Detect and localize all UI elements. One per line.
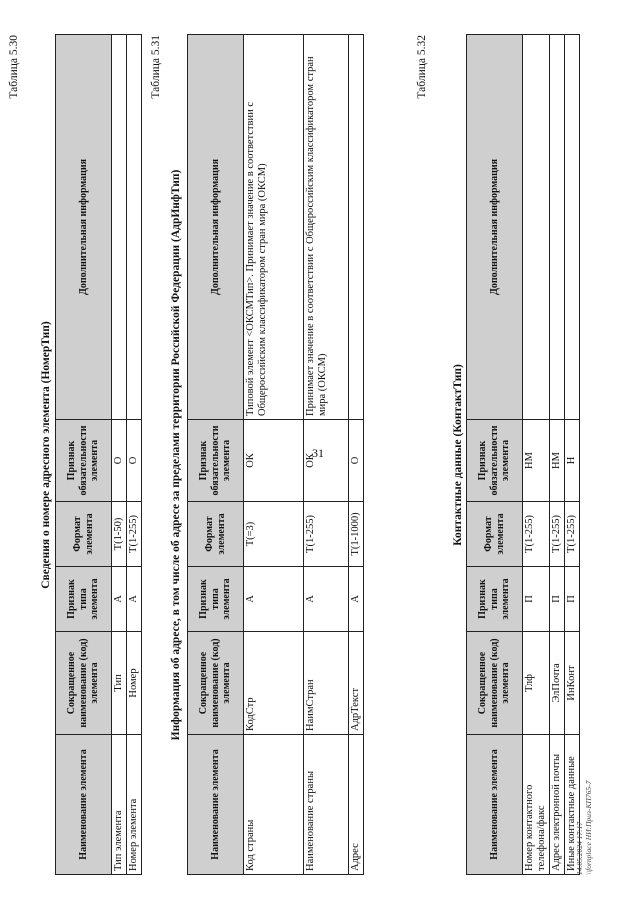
- table-5-30: [55, 34, 142, 875]
- cell-code: Тлф: [523, 632, 550, 735]
- cell-required: О: [112, 420, 127, 502]
- page-number: 31: [312, 446, 324, 460]
- cell-format: T(1-255): [304, 502, 349, 567]
- table-caption-5-30: Таблица 5.30: [8, 35, 20, 99]
- cell-info: Принимает значение в соответствии с Общероссийским классификатором стран мира (ОКСМ): [304, 35, 349, 420]
- table-header-row: [56, 35, 112, 875]
- cell-type: А: [304, 567, 349, 632]
- cell-format: T(1-50): [112, 502, 127, 567]
- cell-required: НМ: [550, 420, 565, 502]
- header-info: Дополнительная информация: [56, 35, 112, 420]
- cell-type: А: [244, 567, 304, 632]
- table-5-32: [466, 34, 580, 875]
- rotated-content: [0, 15, 600, 895]
- cell-code: ЭлПочта: [550, 632, 565, 735]
- cell-code: АдрТекст: [349, 632, 364, 735]
- cell-code: ИнКонт: [565, 632, 580, 735]
- table-row: [304, 35, 349, 875]
- cell-name: Адрес электронной почты: [550, 735, 565, 875]
- table-header-row: [188, 35, 244, 875]
- header-format: Формат элемента: [467, 502, 523, 567]
- cell-info: Типовой элемент <ОКСМТип>. Принимает значение в соответствии с Общероссийским классификатором стран мира (ОКСМ): [244, 35, 304, 420]
- cell-info: [112, 35, 127, 420]
- header-type: Признак типа элемента: [188, 567, 244, 632]
- cell-name: Наименование страны: [304, 735, 349, 875]
- cell-name: Код страны: [244, 735, 304, 875]
- table-row: [127, 35, 142, 875]
- cell-code: Номер: [127, 632, 142, 735]
- cell-type: П: [550, 567, 565, 632]
- cell-type: А: [349, 567, 364, 632]
- header-required: Признак обязательности элемента: [188, 420, 244, 502]
- cell-type: А: [112, 567, 127, 632]
- table-caption-5-31: Таблица 5.31: [150, 35, 162, 99]
- cell-format: T(1-255): [127, 502, 142, 567]
- cell-required: Н: [565, 420, 580, 502]
- cell-name: Тип элемента: [112, 735, 127, 875]
- header-type: Признак типа элемента: [467, 567, 523, 632]
- cell-type: П: [565, 567, 580, 632]
- cell-required: ОК: [304, 420, 349, 502]
- table-5-31: [187, 34, 364, 875]
- header-required: Признак обязательности элемента: [467, 420, 523, 502]
- header-name: Наименование элемента: [188, 735, 244, 875]
- cell-name: Номер контактного телефона/факс: [523, 735, 550, 875]
- print-footer: [575, 781, 593, 875]
- header-name: Наименование элемента: [467, 735, 523, 875]
- cell-format: T(1-255): [523, 502, 550, 567]
- cell-info: [565, 35, 580, 420]
- cell-required: О: [349, 420, 364, 502]
- cell-format: T(=3): [244, 502, 304, 567]
- table-row: [550, 35, 565, 875]
- footer-path: \\fornplace НИ:Приз-КП765-7: [584, 780, 593, 875]
- table-row: [565, 35, 580, 875]
- table-row: [244, 35, 304, 875]
- header-format: Формат элемента: [188, 502, 244, 567]
- cell-required: ОК: [244, 420, 304, 502]
- header-required: Признак обязательности элемента: [56, 420, 112, 502]
- header-format: Формат элемента: [56, 502, 112, 567]
- cell-format: T(1-1000): [349, 502, 364, 567]
- cell-name: Номер элемента: [127, 735, 142, 875]
- table-caption-5-32: Таблица 5.32: [416, 35, 428, 99]
- footer-timestamp: 14.05.2024 17:17: [575, 821, 584, 875]
- header-code: Сокращенное наименование (код) элемента: [467, 632, 523, 735]
- cell-type: А: [127, 567, 142, 632]
- cell-info: [349, 35, 364, 420]
- cell-name: Адрес: [349, 735, 364, 875]
- cell-info: [550, 35, 565, 420]
- cell-required: НМ: [523, 420, 550, 502]
- header-info: Дополнительная информация: [188, 35, 244, 420]
- cell-code: НаимСтран: [304, 632, 349, 735]
- header-code: Сокращенное наименование (код) элемента: [188, 632, 244, 735]
- table-title-5-31: Информация об адресе, в том числе об адресе за пределами территории Российской Федерации (АдрИнфТип): [170, 169, 182, 741]
- cell-required: О: [127, 420, 142, 502]
- table-header-row: [467, 35, 523, 875]
- cell-code: Тип: [112, 632, 127, 735]
- cell-format: T(1-255): [565, 502, 580, 567]
- table-row: [112, 35, 127, 875]
- table-row: [523, 35, 550, 875]
- header-info: Дополнительная информация: [467, 35, 523, 420]
- cell-info: [523, 35, 550, 420]
- header-name: Наименование элемента: [56, 735, 112, 875]
- cell-info: [127, 35, 142, 420]
- cell-format: T(1-255): [550, 502, 565, 567]
- table-row: [349, 35, 364, 875]
- cell-code: КодСтр: [244, 632, 304, 735]
- table-title-5-32: Контактные данные (КонтактТип): [452, 364, 464, 546]
- header-code: Сокращенное наименование (код) элемента: [56, 632, 112, 735]
- cell-name: Иные контактные данные: [565, 735, 580, 875]
- header-type: Признак типа элемента: [56, 567, 112, 632]
- table-title-5-30: Сведения о номере адресного элемента (НомерТип): [40, 321, 52, 589]
- cell-type: П: [523, 567, 550, 632]
